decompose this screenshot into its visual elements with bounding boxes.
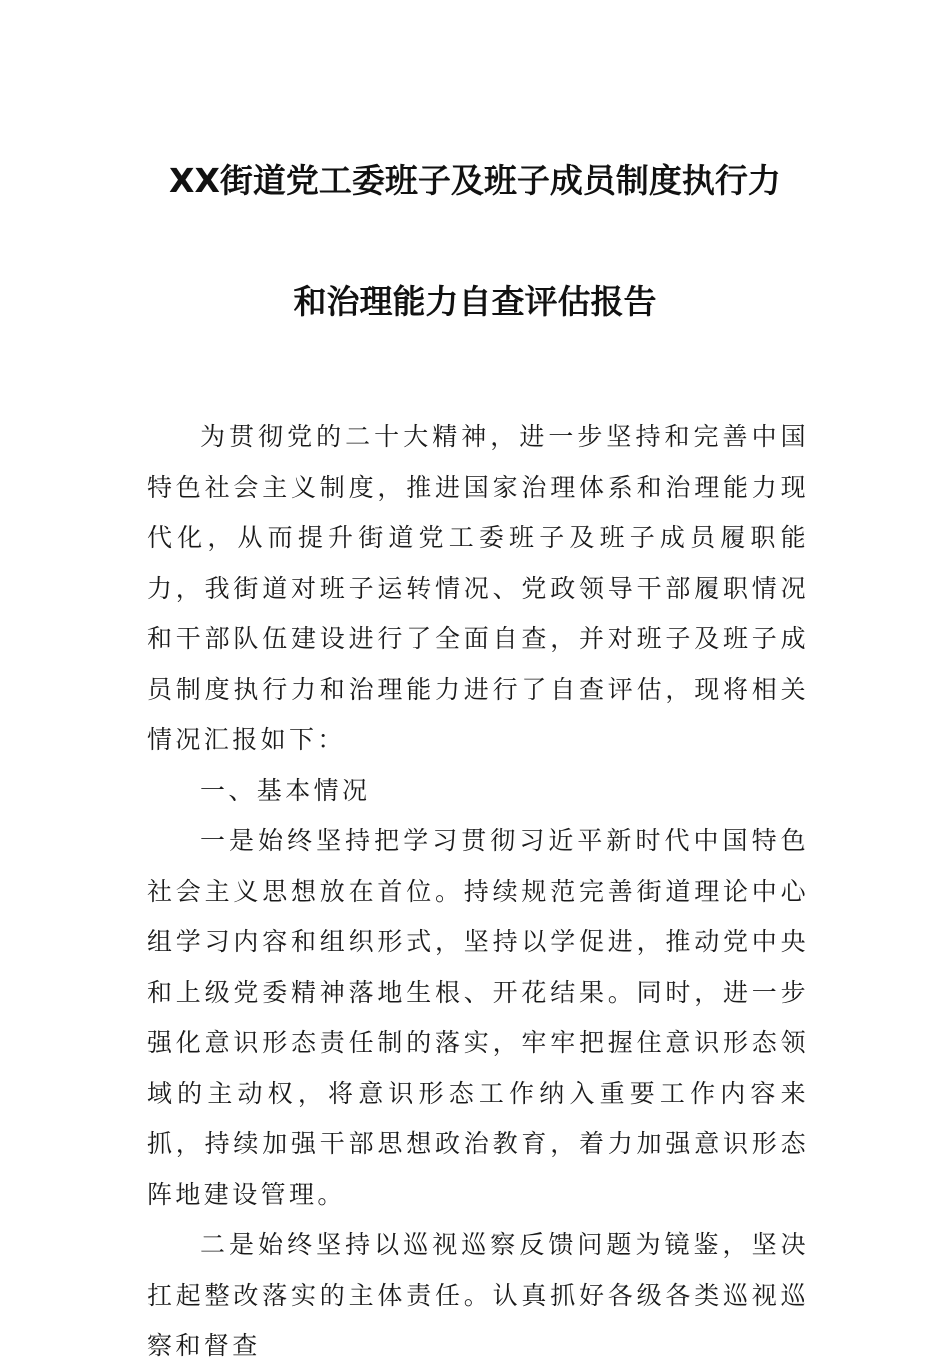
intro-paragraph: 为贯彻党的二十大精神，进一步坚持和完善中国特色社会主义制度，推进国家治理体系和治理能力现代化，从而提升街道党工委班子及班子成员履职能力，我街道对班子运转情况、党政领导干部履职情况和干部队伍建设进行了全面自查，并对班子及班子成员制度执行力和治理能力进行了自查评估，现将相关情况汇报如下： <box>147 422 809 754</box>
document-title-line-2: 和治理能力自查评估报告 <box>293 282 657 321</box>
body-paragraph-1: 一是始终坚持把学习贯彻习近平新时代中国特色社会主义思想放在首位。持续规范完善街道理论中心组学习内容和组织形式，坚持以学促进，推动党中央和上级党委精神落地生根、开花结果。同时，进一步强化意识形态责任制的落实，牢牢把握住意识形态领域的主动权，将意识形态工作纳入重要工作内容来抓，持续加强干部思想政治教育，着力加强意识形态阵地建设管理。 <box>147 826 809 1209</box>
body-paragraph-2: 二是始终坚持以巡视巡察反馈问题为镜鉴，坚决扛起整改落实的主体责任。认真抓好各级各类巡视巡察和督查 <box>147 1230 809 1360</box>
section-heading-basic-situation: 一、基本情况 <box>200 775 371 805</box>
document-title-line-1: XX街道党工委班子及班子成员制度执行力 <box>169 161 781 200</box>
document-body <box>147 412 809 1372</box>
